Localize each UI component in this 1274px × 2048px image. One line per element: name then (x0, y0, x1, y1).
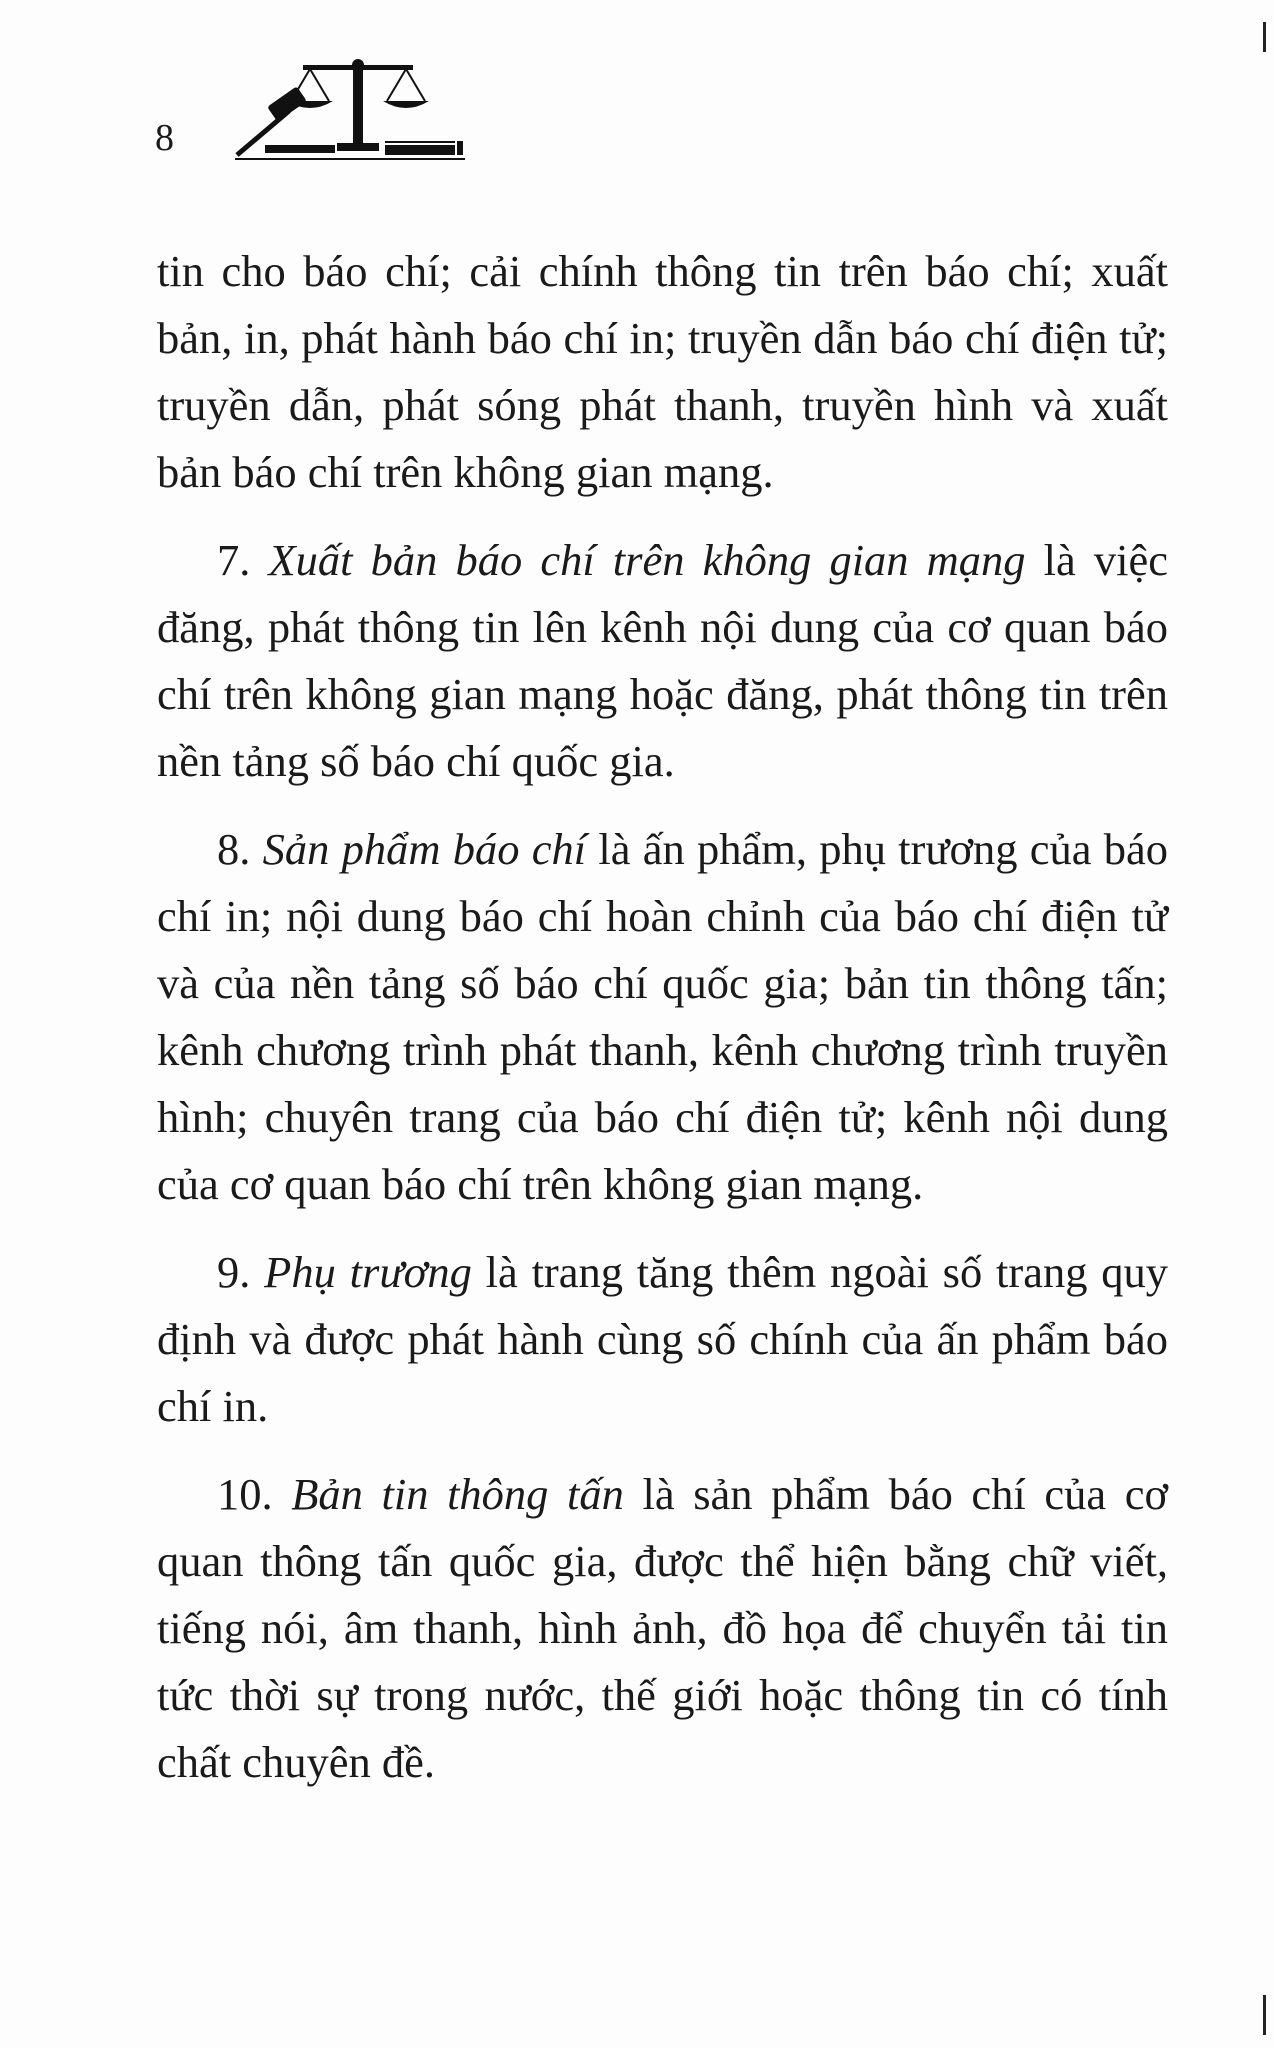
paragraph-continuation (157, 238, 1168, 506)
definition-text: là sản phẩm báo chí của cơ quan thông tấn quốc gia, được thể hiện bằng chữ viết, tiếng nói, âm thanh, hình ảnh, đồ họa để chuyển tải tin tức thời sự trong nước, thế giới hoặc thông tin có tính chất chuyên đề. (157, 1469, 1168, 1787)
definition-text: là ấn phẩm, phụ trương của báo chí in; nội dung báo chí hoàn chỉnh của báo chí điện tử và của nền tảng số báo chí quốc gia; bản tin thông tấn; kênh chương trình phát thanh, kênh chương trình truyền hình; chuyên trang của báo chí điện tử; kênh nội dung của cơ quan báo chí trên không gian mạng. (157, 824, 1169, 1209)
scan-edge-mark (1263, 22, 1266, 52)
definition-text: là trang tăng thêm ngoài số trang quy định và được phát hành cùng số chính của ấn phẩm báo chí in. (157, 1247, 1168, 1431)
definition-number: 7. (217, 535, 251, 585)
definition-paragraph-8 (157, 816, 1168, 1218)
paragraph-text: tin cho báo chí; cải chính thông tin trên báo chí; xuất bản, in, phát hành báo chí in; truyền dẫn báo chí điện tử; truyền dẫn, phát sóng phát thanh, truyền hình và xuất bản báo chí trên không gian mạng. (157, 246, 1168, 497)
scan-edge-mark (1263, 1995, 1266, 2035)
scales-of-justice-gavel-book-icon (225, 55, 475, 170)
defined-term: Bản tin thông tấn (291, 1469, 624, 1519)
page-number: 8 (155, 117, 174, 159)
page-body (157, 238, 1168, 1817)
definition-paragraph-9 (157, 1239, 1168, 1440)
defined-term: Xuất bản báo chí trên không gian mạng (268, 535, 1026, 585)
definition-number: 9. (217, 1247, 251, 1297)
definition-paragraph-7 (157, 527, 1168, 795)
definition-paragraph-10 (157, 1461, 1168, 1796)
defined-term: Sản phẩm báo chí (262, 824, 587, 874)
definition-number: 10. (217, 1469, 273, 1519)
page-header (155, 55, 455, 175)
definition-number: 8. (217, 824, 251, 874)
definition-text: là việc đăng, phát thông tin lên kênh nội dung của cơ quan báo chí trên không gian mạng hoặc đăng, phát thông tin trên nền tảng số báo chí quốc gia. (157, 535, 1169, 786)
defined-term: Phụ trương (264, 1247, 472, 1297)
